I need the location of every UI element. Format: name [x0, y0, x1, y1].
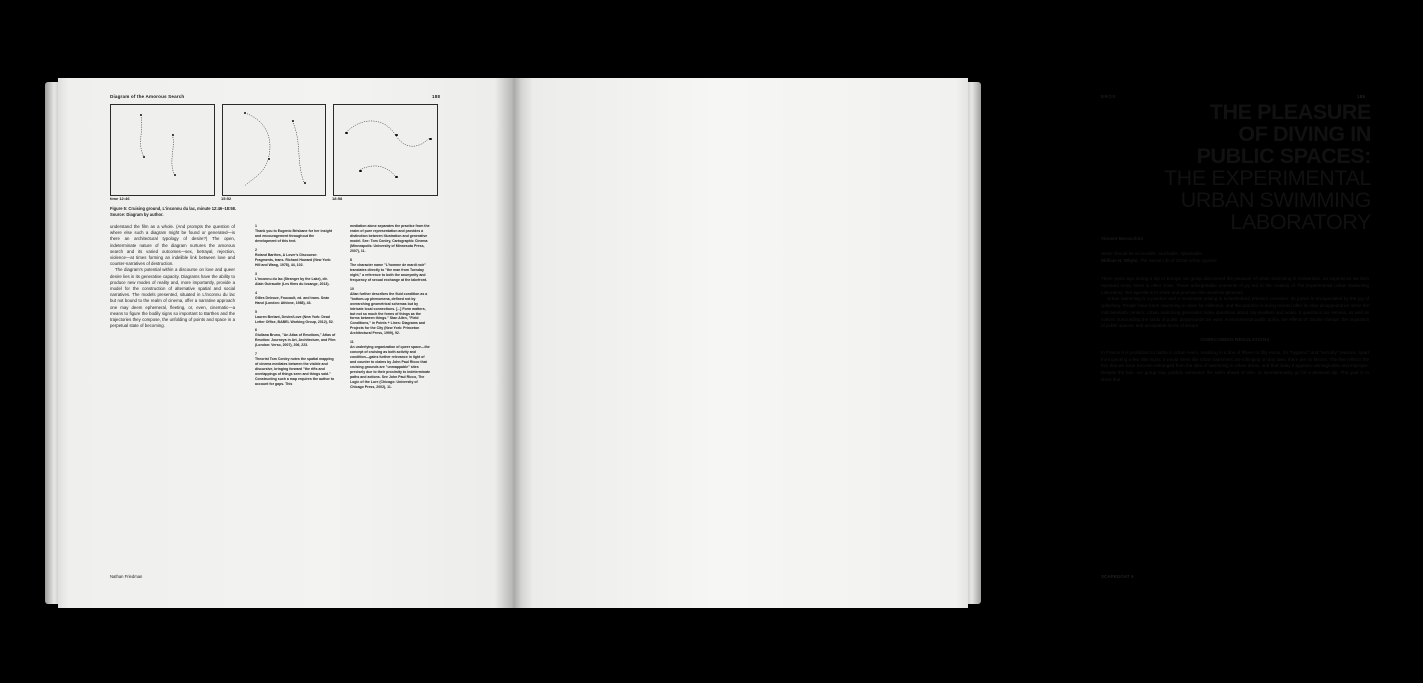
endnote-text: Allan further describes the fluid condition as a "bottom-up phenomena, defined not by overarching geometrical schemas but by intricate local connections. [...] Form matters, but not so much the forms of things as the forms between things." Stan Allen, "Field Conditions," in Points + Lines: Diagrams and Projects for the City (New York: Princeton Architectural Press, 1999), 92. [350, 291, 428, 336]
left-page-credit: Nathan Friedman [110, 574, 143, 579]
page-edge-left [45, 82, 59, 604]
endnote-text: An underlying organization of queer space—the concept of cruising as both activity and condition—gains further relevance in light of and counter to claims by John Paul Ricco that cruising grounds are "unmappable" sites precisely due to their proximity to indeterminate paths and actions. See John Paul Ricco, The Logic of the Lure (Chicago: University of Chicago Press, 2002), 11. [350, 345, 431, 390]
figure-time-labels [110, 196, 440, 201]
endnote-number: 10 [350, 286, 354, 291]
article-title [1101, 102, 1371, 234]
figure-time-1: time 12:46 [110, 196, 130, 201]
endnote-number: 8 [350, 257, 352, 262]
endnotes-column-2 [350, 224, 431, 394]
endnote-number: 7 [255, 352, 257, 357]
section-subheading: OVERCOMING REGULATIONS [1200, 337, 1270, 342]
epigraph-attribution [1101, 258, 1369, 265]
left-running-head: Diagram of the Amorous Search [110, 94, 185, 99]
endnote [350, 287, 431, 337]
page-edge-right [967, 82, 981, 604]
diagram-trace-2 [223, 105, 326, 194]
diagram-frame-3 [333, 104, 438, 196]
endnote-text: Thank you to Eugenio Brisbane for her insight and encouragement throughout the development of this text. [255, 228, 333, 243]
left-paragraph-2: The diagram's potential within a discourse on love and queer desire lies in its generative capacity. Diagrams have the ability to produce new modes of reality and, more importantly, provide a model for the construction of alternative spatial and social narratives. The models presented, situated in L'inconnu du lac but not bound to the realm of cinema, offer a narrative approach one may deem ephemeral, fleeting, or, even, cinematic—a means to figure the bodily signs so important to Barthes and the trajectories they compose, the unfolding of points and space in a perpetual state of becoming. [110, 267, 235, 329]
endnote-text: Roland Barthes, A Lover's Discourse: Fragments, trans. Richard Howard (New York: Hill and Wang, 1978), 44, 102. [255, 252, 332, 267]
figure-time-3: 18:58 [332, 196, 343, 201]
endnote [350, 224, 431, 254]
right-page [513, 78, 1371, 608]
left-paragraph-1: understand the film as a whole. (And prompts the question of where else such a diagram might be found or generated—is there an architectural typology of desire?) The open, indeterminate nature of the diagram nurtures the amorous search and its varied outcomes—sex, betrayal, rejection, violence—at times forming an indelible link between love and counter-narratives of destruction. [110, 224, 235, 267]
endnote [255, 328, 336, 348]
endnote [350, 340, 431, 390]
title-line-6: LABORATORY [1230, 209, 1371, 234]
article-epigraph [1101, 251, 1369, 265]
endnotes-column-1 [255, 224, 336, 391]
endnote-number: 11 [350, 340, 354, 345]
right-paragraph-2: Urban swimming is a practice and a movement arising in industrialized Western countries. Its power is encapsulated by the joy of splashing. People have been swimming in cities for millennia, and this practice is being revived after its slow disappearance since the mid-twentieth century. Urban swimming generates many questions about city-dwellers and water. It questions our senses, as well as notions surrounding the kinds of public playgrounds we want, environmental public policy, the effects of climate change, the regulation of public spaces, and acceptable forms of leisure. [1101, 296, 1369, 329]
endnote-number: 5 [255, 309, 257, 314]
right-page-content [1013, 78, 1423, 608]
diagram-frame-2 [222, 104, 327, 196]
title-line-3: PUBLIC SPACES: [1196, 143, 1371, 168]
endnote [255, 310, 336, 325]
title-line-4: THE EXPERIMENTAL [1163, 165, 1371, 190]
endnote-number: 6 [255, 328, 257, 333]
open-book [58, 78, 1371, 608]
endnote [350, 258, 431, 283]
title-line-2: OF DIVING IN [1238, 121, 1371, 146]
endnote-text: Gilles Deleuze, Foucault, ed. and trans. Seán Hand (London: Athlone, 1988), 43. [255, 295, 330, 305]
right-body-text [1101, 276, 1369, 384]
endnote [255, 248, 336, 268]
right-paragraph-3: In France it is prohibited to bathe in urban rivers, resulting in a fine of fifteen to fifty euros, for "hygienic" and "security" reasons. Apart from ignoring a few little signs, it would seem like urban swimmers are infringing on any laws: there are no fences. The fine reflects the fact that we have become estranged from the idea of swimming in urban areas, and that today it appears unimaginable and improper. Despite the ban, our group may publicly announce the swim ahead of time, or spontaneously go for a pleasure dip. The goal is to show that [1101, 349, 1369, 382]
figure-caption-block [110, 206, 330, 218]
endnote-text: Lauren Berlant, Desire/Love (New York: Dead Letter Office, BABEL Working Group, 2012), 52. [255, 314, 334, 324]
article-author: Vincent Moracchini [1101, 236, 1144, 241]
endnote [255, 272, 336, 287]
left-folio: 188 [432, 94, 441, 99]
figure-caption: Figure 5: Cruising ground, L'inconnu du lac, minute 12:46–18:58. [110, 206, 237, 211]
figure-source: Source: Diagram by author. [110, 211, 164, 217]
endnote [255, 224, 336, 244]
left-page [58, 78, 513, 608]
endnote [255, 352, 336, 387]
title-line-1: THE PLEASURE [1209, 100, 1371, 124]
endnote-text: The character name "L'homme de mardi noir" translates directly to "the man from Tuesday night," a reference to both the anonymity and frequency of sexual exchange at the lakefront. [350, 262, 428, 282]
diagram-trace-1 [111, 105, 214, 194]
title-line-5: URBAN SWIMMING [1180, 187, 1371, 212]
right-paragraph-1: Three years ago during a trip to Europe our group discovered the pleasure of urban swimming in Amsterdam, an experience we then repeated many times in other cities. These unforgettable moments of joy led to the creation of The Experimental Urban Swimming Laboratory. Our agenda is to share and promote this universal pleasure. [1101, 276, 1369, 295]
right-folio: 189 [1357, 94, 1366, 99]
endnote-text: L'inconnu du lac (Stranger by the Lake), dir. Alain Guiraudie (Les films du losange, 2013). [255, 276, 330, 286]
right-running-head: EROS [1101, 94, 1116, 99]
endnote-text: Theorist Tom Conley notes the spatial mapping of cinema mediates between the visible and discursive, bringing forward "the rifts and overlappings of things seen and things said." Constructing such a map requires the author to account for gaps. This [255, 357, 335, 387]
endnote-number: 3 [255, 271, 257, 276]
epigraph-quote: Water should be accessible, touchable, splashable. [1101, 251, 1204, 256]
epigraph-author: William H. Whyte, [1101, 257, 1139, 263]
endnote-text: Giuliana Bruno, "An Atlas of Emotions," Atlas of Emotion: Journeys in Art, Architecture, and Film (London: Verso, 2007), 206, 223. [255, 333, 336, 348]
diagram-frame-1 [110, 104, 215, 196]
endnote-number: 1 [255, 224, 257, 228]
diagram-trace-3 [334, 105, 437, 194]
endnote [255, 291, 336, 306]
figure-row [110, 104, 438, 194]
endnote-text: mediation alone separates the practice from the realm of pure representation and provides a distinction between illustration and generative model. See: Tom Conley, Cartographic Cinema (Minneapolis: University of Minnesota Press, 2007), 11. [350, 224, 430, 253]
epigraph-source: The Social Life of Small Urban Spaces [1139, 257, 1217, 263]
endnote-number: 4 [255, 290, 257, 295]
right-page-credit: SCAPEGOAT 9 [1101, 574, 1134, 579]
left-body-text [110, 224, 235, 329]
endnote-number: 2 [255, 247, 257, 252]
figure-time-2: 15:52 [221, 196, 232, 201]
